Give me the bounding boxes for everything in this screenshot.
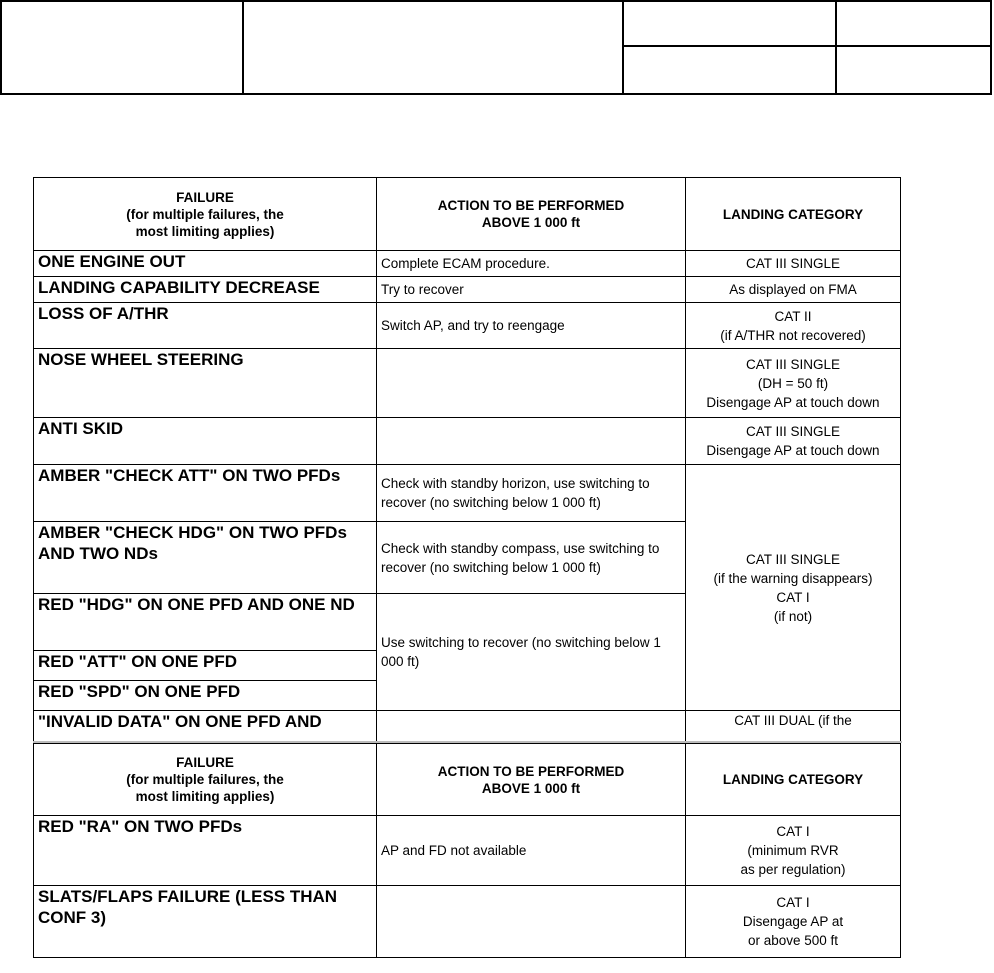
table-row: NOSE WHEEL STEERING CAT III SINGLE (DH = 50 ft) Disengage AP at touch down	[34, 349, 901, 418]
header-action: ACTION TO BE PERFORMED ABOVE 1 000 ft	[377, 178, 686, 251]
header-action: ACTION TO BE PERFORMED ABOVE 1 000 ft	[377, 744, 686, 816]
table-row: ANTI SKID CAT III SINGLE Disengage AP at touch down	[34, 418, 901, 465]
table-row: SLATS/FLAPS FAILURE (LESS THAN CONF 3) CAT I Disengage AP at or above 500 ft	[34, 886, 901, 958]
header-failure: FAILURE (for multiple failures, the most limiting applies)	[34, 744, 377, 816]
merged-action: Use switching to recover (no switching below 1 000 ft)	[377, 594, 686, 711]
table-row: RED "RA" ON TWO PFDs AP and FD not available CAT I (minimum RVR as per regulation)	[34, 816, 901, 886]
header-landing-category: LANDING CATEGORY	[686, 744, 901, 816]
merged-landing-category: CAT III SINGLE (if the warning disappears) CAT I (if not)	[686, 465, 901, 711]
table-header-row	[34, 178, 901, 251]
table-header-row	[34, 744, 901, 816]
table-row: AMBER "CHECK ATT" ON TWO PFDs Check with standby horizon, use switching to recover (no switching below 1 000 ft) CAT III SINGLE (if the warning disappears) CAT I (if not)	[34, 465, 901, 522]
table-row: RED "ATT" ON ONE PFD	[34, 651, 901, 681]
table-row: ONE ENGINE OUT Complete ECAM procedure. CAT III SINGLE	[34, 251, 901, 277]
failure-table-page2	[33, 743, 901, 958]
table-row: LOSS OF A/THR Switch AP, and try to reengage CAT II (if A/THR not recovered)	[34, 303, 901, 349]
table-row: RED "HDG" ON ONE PFD AND ONE ND Use switching to recover (no switching below 1 000 ft)	[34, 594, 901, 651]
document-header-frame	[0, 0, 992, 95]
table-row: AMBER "CHECK HDG" ON TWO PFDs AND TWO NDs Check with standby compass, use switching to recover (no switching below 1 000 ft)	[34, 522, 901, 594]
header-landing-category: LANDING CATEGORY	[686, 178, 901, 251]
table-row: RED "SPD" ON ONE PFD	[34, 681, 901, 711]
header-failure: FAILURE (for multiple failures, the most limiting applies)	[34, 178, 377, 251]
table-row-cut: "INVALID DATA" ON ONE PFD AND CAT III DUAL (if the	[34, 711, 901, 742]
table-row: LANDING CAPABILITY DECREASE Try to recover As displayed on FMA	[34, 277, 901, 303]
failure-table-page1	[33, 177, 902, 741]
